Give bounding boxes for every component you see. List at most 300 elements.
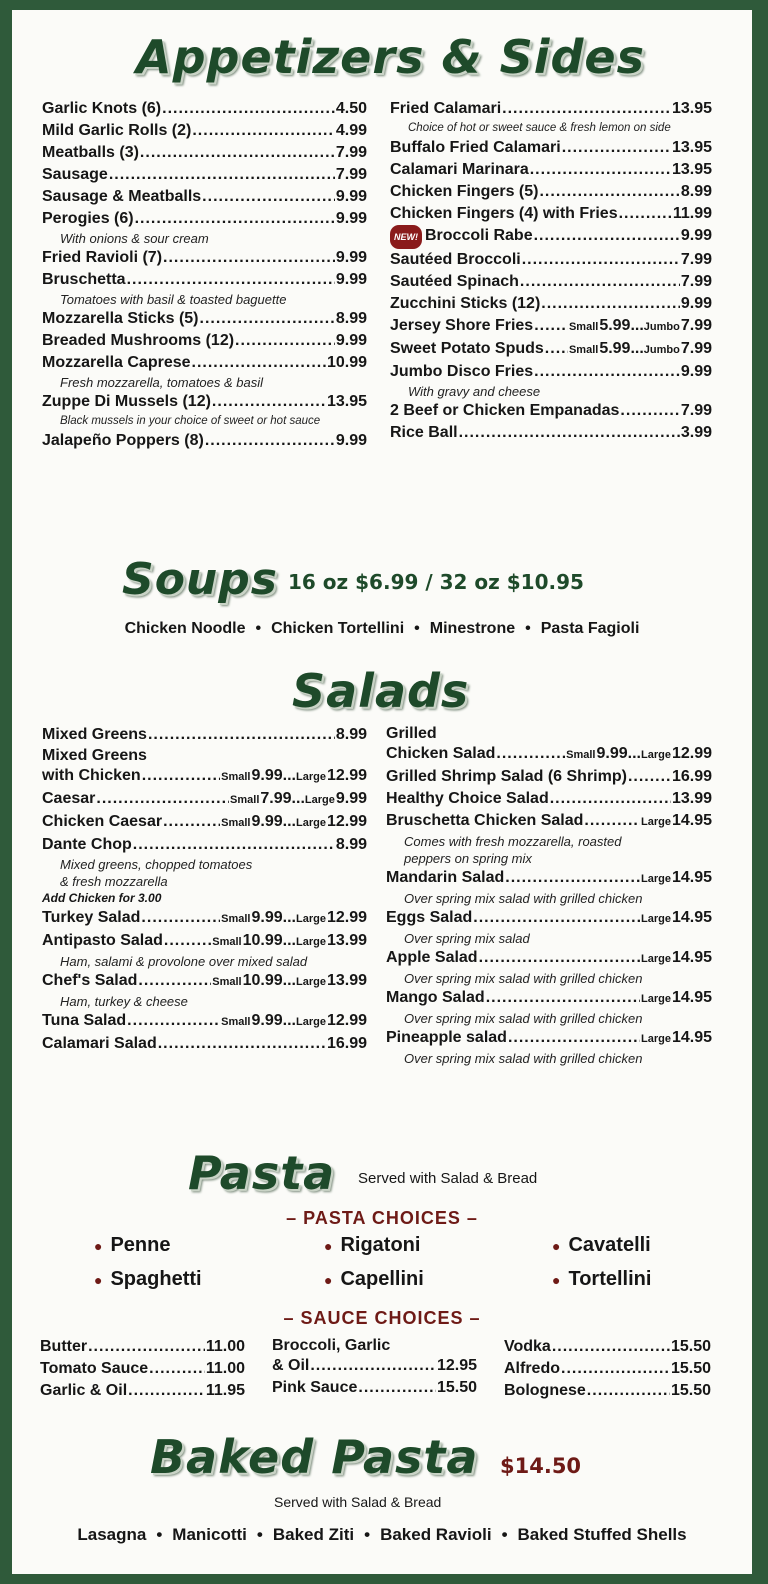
size-label: Large — [295, 1016, 326, 1028]
menu-item — [272, 1336, 477, 1377]
price-separator: ... — [282, 1012, 296, 1029]
item-name: Chicken Salad — [386, 745, 496, 762]
price-value: 9.99 — [335, 188, 367, 205]
price-value: 9.99 — [251, 909, 283, 926]
item-price — [672, 98, 712, 120]
menu-item — [42, 269, 367, 291]
price-value: 7.99 — [680, 251, 712, 268]
item-price — [336, 186, 367, 208]
size-label: Large — [640, 816, 671, 828]
item-price — [681, 271, 712, 293]
price-value: 15.50 — [670, 1338, 711, 1355]
size-label: Large — [295, 936, 326, 948]
price-value: 8.99 — [335, 836, 367, 853]
sauces-column-3 — [504, 1336, 711, 1402]
item-price — [437, 1377, 477, 1399]
leader-dots — [212, 391, 326, 413]
item-price — [327, 391, 367, 413]
item-price — [437, 1355, 477, 1377]
item-price — [672, 788, 712, 810]
leader-dots — [140, 142, 335, 164]
item-name: Bruschetta Chicken Salad — [386, 812, 584, 829]
menu-item — [40, 1336, 245, 1358]
leader-dots — [109, 164, 335, 186]
price-value: 13.99 — [326, 972, 367, 989]
item-name: Mixed Greens — [42, 726, 147, 743]
menu-item — [390, 271, 712, 293]
menu-item — [42, 970, 367, 993]
item-name: Perogies (6) — [42, 210, 134, 227]
leader-dots — [164, 930, 211, 952]
price-separator: ... — [282, 767, 296, 784]
size-label: Small — [221, 913, 251, 925]
price-value: 14.95 — [671, 909, 712, 926]
price-value: 12.95 — [436, 1357, 477, 1374]
item-price — [206, 1336, 245, 1358]
price-value: 11.95 — [205, 1382, 245, 1399]
price-separator: ... — [627, 745, 641, 762]
item-price — [206, 1380, 245, 1402]
leader-dots — [127, 1010, 220, 1032]
menu-item — [40, 1380, 245, 1402]
item-price — [336, 142, 367, 164]
bullet-separator: • — [256, 1525, 263, 1544]
size-label: Small — [221, 1016, 251, 1028]
size-label: Large — [295, 817, 326, 829]
item-description: Tomatoes with basil & toasted baguette — [60, 292, 287, 307]
bullet-separator: • — [255, 620, 262, 637]
list-item: Lasagna — [77, 1525, 147, 1544]
menu-item — [390, 293, 712, 315]
item-price — [681, 361, 712, 383]
item-price — [212, 970, 367, 993]
menu-item — [390, 181, 712, 203]
item-price — [206, 1358, 245, 1380]
item-name: Zucchini Sticks (12) — [390, 295, 541, 312]
price-value: 15.50 — [436, 1379, 477, 1396]
item-name: Bolognese — [504, 1382, 586, 1399]
item-description: Black mussels in your choice of sweet or hot sauce — [60, 415, 321, 427]
leader-dots — [235, 330, 335, 352]
item-name: Jumbo Disco Fries — [390, 363, 534, 380]
item-price — [569, 315, 712, 338]
sauces-column-2 — [272, 1336, 477, 1399]
item-description: Over spring mix salad with grilled chicken — [404, 971, 643, 986]
price-value: 9.99 — [680, 295, 712, 312]
item-name: Fried Calamari — [390, 100, 502, 117]
appetizers-right-column — [390, 98, 712, 444]
size-label: Large — [640, 873, 671, 885]
item-description: Over spring mix salad with grilled chicken — [404, 891, 643, 906]
price-value: 11.00 — [205, 1338, 245, 1355]
item-price — [672, 137, 712, 159]
item-name: Broccoli Rabe — [425, 227, 533, 244]
bullet-separator: • — [501, 1525, 508, 1544]
item-name: & Oil — [272, 1357, 310, 1374]
size-label: Large — [640, 953, 671, 965]
item-name: Calamari Marinara — [390, 161, 529, 178]
pasta-choice: ● Penne — [94, 1234, 171, 1256]
item-name: Eggs Salad — [386, 909, 473, 926]
item-name: Rice Ball — [390, 424, 458, 441]
item-price — [336, 269, 367, 291]
pasta-choice: ● Rigatoni — [324, 1234, 421, 1256]
menu-item — [386, 1027, 712, 1050]
leader-dots — [205, 430, 335, 452]
pasta-choice: ● Spaghetti — [94, 1268, 202, 1290]
item-name: Chef's Salad — [42, 972, 138, 989]
leader-dots — [502, 98, 671, 120]
pasta-choices-title: – PASTA CHOICES – — [286, 1208, 478, 1228]
soups-heading: Soups — [122, 554, 278, 605]
menu-item — [42, 907, 367, 930]
menu-item — [42, 1010, 367, 1033]
menu-item — [386, 788, 712, 810]
item-name: Mozzarella Caprese — [42, 354, 191, 371]
item-price — [336, 98, 367, 120]
price-value: 15.50 — [670, 1382, 711, 1399]
price-value: 5.99 — [599, 317, 631, 334]
item-name: Breaded Mushrooms (12) — [42, 332, 235, 349]
pasta-heading: Pasta — [188, 1146, 336, 1200]
size-label: Large — [640, 913, 671, 925]
price-value: 12.99 — [326, 813, 367, 830]
leader-dots — [534, 361, 680, 383]
leader-dots — [530, 159, 671, 181]
price-value: 9.99 — [335, 249, 367, 266]
size-label: Large — [640, 1033, 671, 1045]
price-value: 13.95 — [326, 393, 367, 410]
menu-item — [42, 430, 367, 452]
list-item: Baked Ziti — [272, 1525, 355, 1544]
menu-item — [390, 225, 712, 249]
price-value: 9.99 — [335, 271, 367, 288]
appetizers-left-column — [42, 98, 367, 452]
menu-item — [386, 810, 712, 833]
item-description: Over spring mix salad — [404, 931, 530, 946]
price-value: 8.99 — [680, 183, 712, 200]
menu-item — [386, 987, 712, 1010]
leader-dots — [587, 1380, 670, 1402]
leader-dots — [138, 970, 211, 992]
leader-dots — [584, 810, 640, 832]
price-value: 14.95 — [671, 869, 712, 886]
item-description: Ham, turkey & cheese — [60, 994, 188, 1009]
item-name: Antipasto Salad — [42, 932, 163, 949]
leader-dots — [202, 186, 335, 208]
item-price — [641, 867, 712, 890]
soups-prices: 16 oz $6.99 / 32 oz $10.95 — [288, 570, 584, 594]
price-value: 15.50 — [670, 1360, 711, 1377]
item-description: Comes with fresh mozzarella, roasted — [404, 834, 622, 849]
price-separator: ... — [630, 340, 644, 357]
bullet-separator: • — [364, 1525, 371, 1544]
list-item: Minestrone — [429, 620, 516, 637]
price-value: 14.95 — [671, 1029, 712, 1046]
price-value: 9.99 — [251, 813, 283, 830]
leader-dots — [552, 1336, 670, 1358]
item-price — [336, 247, 367, 269]
item-name: Sautéed Spinach — [390, 273, 519, 290]
price-value: 14.95 — [671, 989, 712, 1006]
item-name: Mild Garlic Rolls (2) — [42, 122, 192, 139]
menu-item — [42, 308, 367, 330]
price-value: 13.95 — [671, 139, 712, 156]
price-value: 7.99 — [680, 273, 712, 290]
item-name: Tomato Sauce — [40, 1360, 149, 1377]
size-label: Large — [640, 749, 671, 761]
leader-dots — [550, 788, 671, 810]
item-price — [641, 810, 712, 833]
sauce-choices-title: – SAUCE CHOICES – — [283, 1308, 481, 1328]
price-value: 4.99 — [335, 122, 367, 139]
menu-item — [42, 724, 367, 746]
item-description: Fresh mozzarella, tomatoes & basil — [60, 375, 264, 390]
menu-item — [390, 361, 712, 383]
item-price — [336, 430, 367, 452]
menu-item — [42, 930, 367, 953]
size-label: Small — [212, 936, 242, 948]
price-value: 12.99 — [326, 767, 367, 784]
list-item: Chicken Tortellini — [271, 620, 405, 637]
price-value: 9.99 — [335, 332, 367, 349]
pasta-subtitle: Served with Salad & Bread — [358, 1170, 538, 1187]
price-value: 12.99 — [326, 1012, 367, 1029]
menu-item — [390, 400, 712, 422]
price-value: 7.99 — [680, 402, 712, 419]
menu-item — [390, 137, 712, 159]
leader-dots — [545, 338, 568, 360]
item-name-line: Grilled — [386, 725, 437, 742]
leader-dots — [561, 1358, 670, 1380]
menu-item — [504, 1358, 711, 1380]
size-label: Large — [304, 794, 335, 806]
leader-dots — [127, 269, 335, 291]
price-value: 7.99 — [680, 317, 712, 334]
item-name-line: Broccoli, Garlic — [272, 1337, 391, 1354]
menu-item — [390, 203, 712, 225]
size-label: Small — [566, 749, 596, 761]
item-name: Sweet Potato Spuds — [390, 340, 544, 357]
item-name: with Chicken — [42, 767, 141, 784]
price-value: 10.99 — [326, 354, 367, 371]
leader-dots — [505, 867, 640, 889]
item-price — [566, 743, 712, 766]
price-value: 9.99 — [335, 432, 367, 449]
item-price — [327, 352, 367, 374]
item-note: Add Chicken for 3.00 — [42, 891, 162, 905]
leader-dots — [534, 315, 568, 337]
item-price — [221, 765, 367, 788]
item-description: Over spring mix salad with grilled chicken — [404, 1011, 643, 1026]
item-price — [681, 181, 712, 203]
leader-dots — [310, 1355, 436, 1377]
leader-dots — [133, 834, 335, 856]
menu-item — [42, 811, 367, 834]
leader-dots — [508, 1027, 640, 1049]
size-label: Large — [295, 771, 326, 783]
leader-dots — [96, 788, 229, 810]
price-value: 9.99 — [335, 210, 367, 227]
item-price — [681, 293, 712, 315]
leader-dots — [128, 1380, 205, 1402]
item-name: Mandarin Salad — [386, 869, 505, 886]
leader-dots — [135, 208, 335, 230]
leader-dots — [192, 120, 335, 142]
menu-item — [386, 766, 712, 788]
item-price — [336, 208, 367, 230]
item-name: Caesar — [42, 790, 96, 807]
price-value: 5.99 — [599, 340, 631, 357]
leader-dots — [479, 947, 640, 969]
item-price — [336, 308, 367, 330]
soups-list — [12, 620, 752, 638]
item-description: Ham, salami & provolone over mixed salad — [60, 954, 308, 969]
bullet-separator: • — [156, 1525, 163, 1544]
item-name: Sausage & Meatballs — [42, 188, 202, 205]
leader-dots — [473, 907, 640, 929]
price-value: 13.99 — [326, 932, 367, 949]
bullet-separator: • — [414, 620, 420, 637]
price-value: 16.99 — [671, 768, 712, 785]
item-name-line: Mixed Greens — [42, 747, 147, 764]
item-price — [569, 338, 712, 361]
list-item: Chicken Noodle — [124, 620, 246, 637]
size-label: Small — [221, 817, 251, 829]
leader-dots — [620, 400, 679, 422]
size-label: Small — [568, 321, 599, 333]
price-value: 4.50 — [335, 100, 367, 117]
item-price — [641, 1027, 712, 1050]
item-name: Dante Chop — [42, 836, 132, 853]
item-price — [671, 1358, 711, 1380]
leader-dots — [200, 308, 335, 330]
item-price — [671, 1380, 711, 1402]
leader-dots — [88, 1336, 205, 1358]
leader-dots — [148, 724, 335, 746]
item-name: Apple Salad — [386, 949, 478, 966]
menu-item — [42, 391, 367, 413]
item-name: Buffalo Fried Calamari — [390, 139, 561, 156]
price-value: 7.99 — [260, 790, 292, 807]
size-label: Small — [221, 771, 251, 783]
size-label: Large — [295, 976, 326, 988]
item-price — [336, 164, 367, 186]
price-value: 9.99 — [335, 790, 367, 807]
new-badge: NEW! — [390, 225, 422, 249]
menu-item — [42, 120, 367, 142]
price-separator: ... — [282, 909, 296, 926]
item-name: Turkey Salad — [42, 909, 141, 926]
leader-dots — [162, 98, 335, 120]
item-price — [672, 766, 712, 788]
item-price — [221, 907, 367, 930]
leader-dots — [163, 247, 335, 269]
item-price — [672, 159, 712, 181]
menu-item — [390, 249, 712, 271]
leader-dots — [459, 422, 680, 444]
menu-item — [386, 907, 712, 930]
menu-item — [42, 352, 367, 374]
baked-pasta-list — [12, 1525, 752, 1545]
menu-item — [504, 1336, 711, 1358]
menu-item — [390, 422, 712, 444]
baked-pasta-heading: Baked Pasta — [150, 1430, 479, 1484]
menu-item — [386, 724, 712, 766]
item-description: Choice of hot or sweet sauce & fresh lemon on side — [408, 122, 671, 134]
item-name: Calamari Salad — [42, 1035, 157, 1052]
item-price — [336, 834, 367, 856]
item-price — [681, 225, 712, 247]
price-value: 7.99 — [680, 340, 712, 357]
price-value: 7.99 — [335, 144, 367, 161]
price-separator: ... — [282, 813, 296, 830]
price-value: 8.99 — [335, 310, 367, 327]
price-value: 13.99 — [671, 790, 712, 807]
item-price — [641, 947, 712, 970]
price-value: 7.99 — [335, 166, 367, 183]
menu-item — [272, 1377, 477, 1399]
menu-item — [390, 98, 712, 120]
menu-item — [42, 746, 367, 788]
appetizers-heading: Appetizers & Sides — [136, 30, 645, 84]
price-value: 10.99 — [242, 932, 283, 949]
baked-pasta-subtitle: Served with Salad & Bread — [274, 1494, 442, 1510]
item-name: Bruschetta — [42, 271, 126, 288]
item-name: Chicken Fingers (4) with Fries — [390, 205, 618, 222]
menu-item — [504, 1380, 711, 1402]
price-value: 12.99 — [671, 745, 712, 762]
item-description: peppers on spring mix — [404, 851, 532, 866]
menu-item — [42, 186, 367, 208]
item-name: Mango Salad — [386, 989, 485, 1006]
size-label: Large — [295, 913, 326, 925]
price-separator: ... — [282, 932, 296, 949]
size-label: Large — [640, 993, 671, 1005]
item-price — [230, 788, 367, 811]
item-name: Vodka — [504, 1338, 551, 1355]
leader-dots — [522, 249, 680, 271]
price-value: 3.99 — [680, 424, 712, 441]
pasta-choice: ● Capellini — [324, 1268, 424, 1290]
item-name: Jalapeño Poppers (8) — [42, 432, 204, 449]
price-separator: ... — [291, 790, 305, 807]
item-description: & fresh mozzarella — [60, 874, 168, 889]
item-name: Pineapple salad — [386, 1029, 507, 1046]
item-price — [336, 724, 367, 746]
item-name: Fried Ravioli (7) — [42, 249, 163, 266]
menu-item — [40, 1358, 245, 1380]
item-price — [671, 1336, 711, 1358]
item-price — [212, 930, 367, 953]
price-value: 9.99 — [251, 767, 283, 784]
leader-dots — [562, 137, 671, 159]
menu-item — [42, 330, 367, 352]
menu-item — [42, 142, 367, 164]
salads-left-column — [42, 724, 367, 1055]
list-item: Pasta Fagioli — [540, 620, 640, 637]
size-label: Small — [230, 794, 260, 806]
item-name: Chicken Fingers (5) — [390, 183, 539, 200]
item-name: Mozzarella Sticks (5) — [42, 310, 199, 327]
price-value: 13.95 — [671, 100, 712, 117]
price-value: 9.99 — [680, 227, 712, 244]
sauces-column-1 — [40, 1336, 245, 1402]
price-value: 12.99 — [326, 909, 367, 926]
list-item: Baked Ravioli — [380, 1525, 492, 1544]
item-name: Garlic Knots (6) — [42, 100, 162, 117]
price-value: 10.99 — [242, 972, 283, 989]
